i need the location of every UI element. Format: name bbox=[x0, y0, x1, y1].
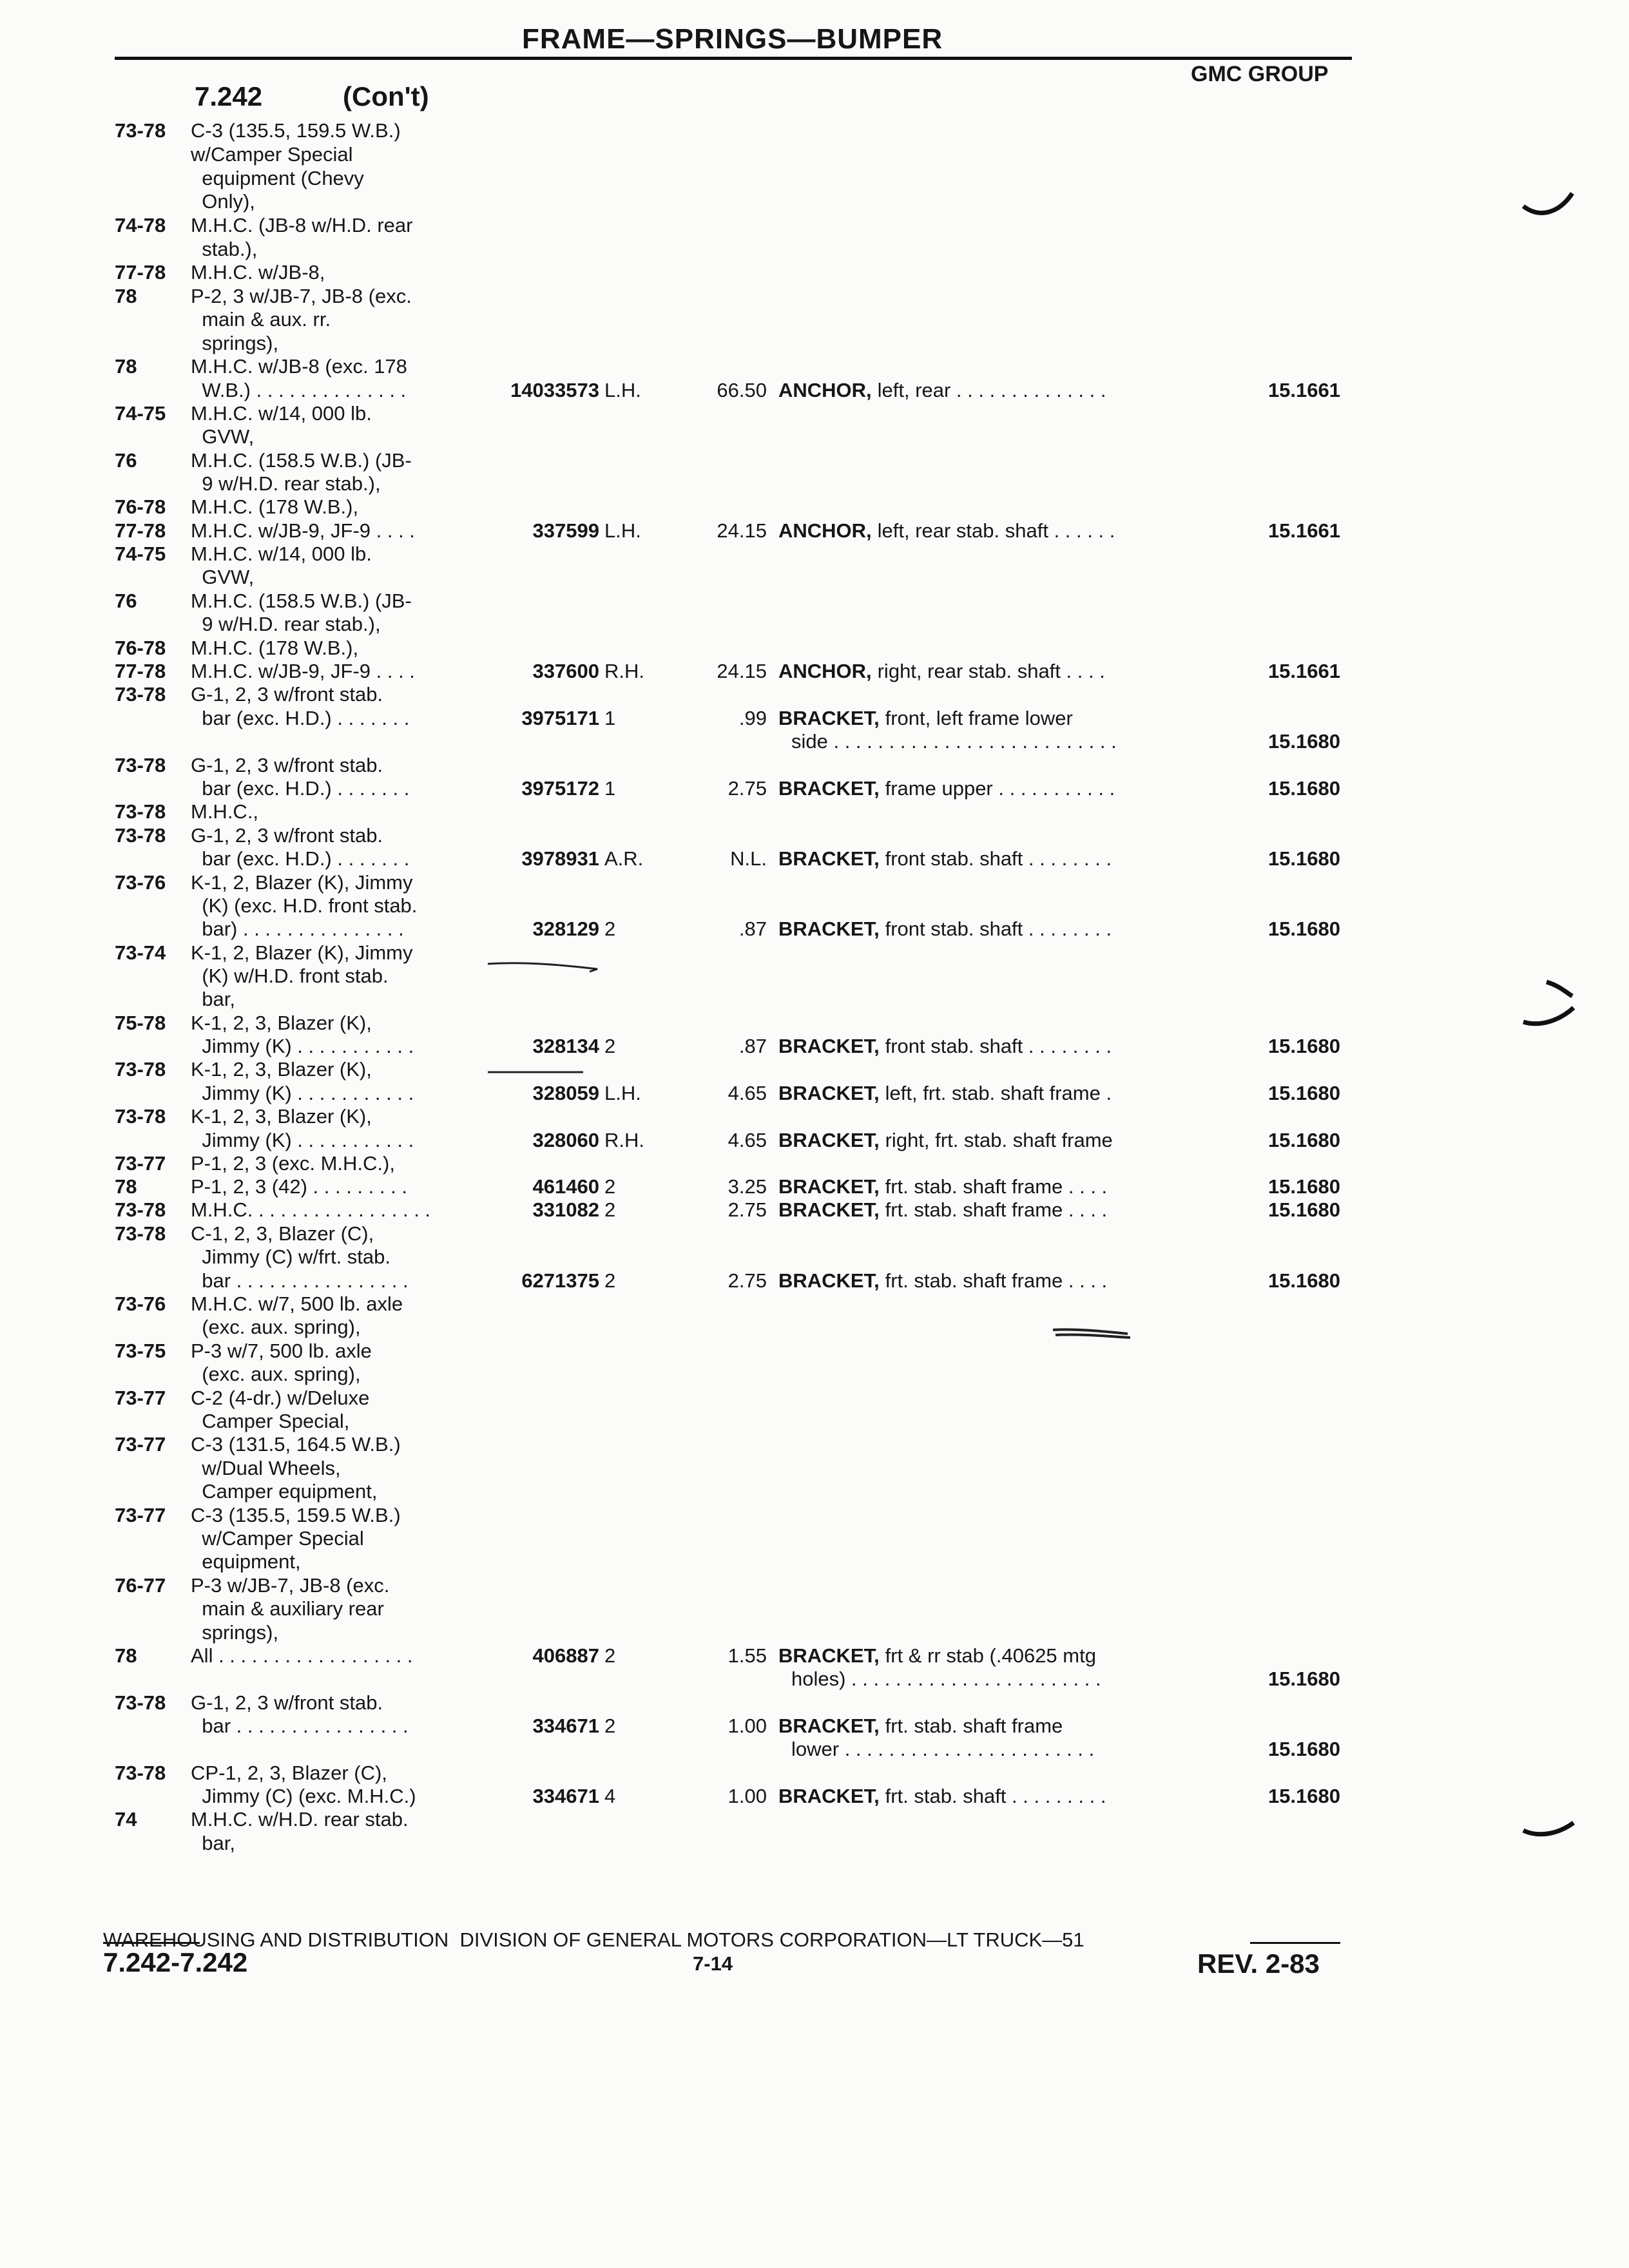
part-name: BRACKET, bbox=[778, 847, 880, 870]
part-description: front stab. shaft . . . . . . . . bbox=[880, 847, 1112, 870]
application-text: bar (exc. H.D.) . . . . . . . bbox=[191, 707, 410, 729]
revision-label: REV. 2-83 bbox=[1197, 1948, 1320, 1979]
quantity: 1 bbox=[604, 777, 616, 800]
part-number: 328129 bbox=[532, 918, 599, 940]
part-number: 328060 bbox=[532, 1129, 599, 1151]
application-text: W.B.) . . . . . . . . . . . . . . bbox=[191, 379, 407, 401]
application-text: w/Dual Wheels, bbox=[191, 1457, 341, 1479]
part-number: 334671 bbox=[532, 1715, 599, 1737]
application-text: bar) . . . . . . . . . . . . . . . bbox=[191, 918, 404, 940]
application-text: P-3 w/7, 500 lb. axle bbox=[191, 1340, 372, 1362]
price: .99 bbox=[738, 707, 767, 729]
part-name: ANCHOR, bbox=[778, 519, 872, 542]
price: .87 bbox=[738, 1035, 767, 1057]
part-name: BRACKET, bbox=[778, 1082, 880, 1104]
quantity: R.H. bbox=[604, 1129, 644, 1151]
group-number: 15.1661 bbox=[1268, 379, 1340, 401]
price: 2.75 bbox=[728, 777, 767, 800]
model-year: 73-77 bbox=[115, 1152, 166, 1175]
model-year: 75-78 bbox=[115, 1012, 166, 1034]
application-text: Jimmy (K) . . . . . . . . . . . bbox=[191, 1082, 414, 1104]
group-number: 15.1680 bbox=[1268, 1035, 1340, 1057]
application-text: M.H.C. . . . . . . . . . . . . . . . . bbox=[191, 1198, 431, 1221]
part-description: front stab. shaft . . . . . . . . bbox=[880, 918, 1112, 940]
application-text: M.H.C. w/JB-8, bbox=[191, 261, 325, 284]
application-text: G-1, 2, 3 w/front stab. bbox=[191, 1691, 383, 1714]
application-text: M.H.C. (158.5 W.B.) (JB- bbox=[191, 449, 412, 472]
application-text: P-1, 2, 3 (exc. M.H.C.), bbox=[191, 1152, 395, 1175]
application-text: equipment, bbox=[191, 1550, 301, 1573]
application-text: M.H.C. w/H.D. rear stab. bbox=[191, 1808, 409, 1831]
application-text: K-1, 2, 3, Blazer (K), bbox=[191, 1058, 372, 1081]
application-text: C-3 (135.5, 159.5 W.B.) bbox=[191, 1504, 401, 1526]
group-label: GMC GROUP bbox=[1191, 62, 1329, 86]
part-name: BRACKET, bbox=[778, 1198, 880, 1221]
application-text: C-3 (131.5, 164.5 W.B.) bbox=[191, 1433, 401, 1456]
part-number: 461460 bbox=[532, 1175, 599, 1198]
part-description: frt. stab. shaft frame bbox=[880, 1715, 1063, 1737]
group-number: 15.1680 bbox=[1268, 777, 1340, 800]
application-text: GVW, bbox=[191, 566, 255, 588]
part-description: frt & rr stab (.40625 mtg bbox=[880, 1644, 1096, 1667]
part-number: 337600 bbox=[532, 660, 599, 682]
part-description: frt. stab. shaft frame . . . . bbox=[880, 1198, 1108, 1221]
application-text: Camper equipment, bbox=[191, 1480, 378, 1503]
application-text: w/Camper Special bbox=[191, 1527, 364, 1550]
application-text: All . . . . . . . . . . . . . . . . . . bbox=[191, 1644, 413, 1667]
application-text: Only), bbox=[191, 190, 255, 213]
quantity: L.H. bbox=[604, 519, 641, 542]
price: 2.75 bbox=[728, 1198, 767, 1221]
application-text: Jimmy (C) w/frt. stab. bbox=[191, 1245, 390, 1268]
model-year: 73-78 bbox=[115, 1058, 166, 1081]
group-number: 15.1680 bbox=[1268, 1269, 1340, 1292]
section-continued: (Con't) bbox=[343, 81, 429, 111]
application-text: K-1, 2, Blazer (K), Jimmy bbox=[191, 871, 413, 894]
group-number: 15.1680 bbox=[1268, 1129, 1340, 1151]
application-text: M.H.C. w/JB-8 (exc. 178 bbox=[191, 355, 407, 378]
application-text: 9 w/H.D. rear stab.), bbox=[191, 472, 381, 495]
part-name: BRACKET, bbox=[778, 1175, 880, 1198]
part-description-cont: side . . . . . . . . . . . . . . . . . . . . . . . . . . bbox=[791, 730, 1117, 753]
binding-mark bbox=[1521, 979, 1579, 1037]
application-text: G-1, 2, 3 w/front stab. bbox=[191, 683, 383, 706]
price: 66.50 bbox=[717, 379, 767, 401]
quantity: 2 bbox=[604, 1198, 616, 1221]
application-text: K-1, 2, Blazer (K), Jimmy bbox=[191, 941, 413, 964]
page-title: FRAME—SPRINGS—BUMPER bbox=[522, 23, 943, 55]
part-number: 337599 bbox=[532, 519, 599, 542]
price: .87 bbox=[738, 918, 767, 940]
part-name: BRACKET, bbox=[778, 1129, 880, 1151]
model-year: 73-76 bbox=[115, 1293, 166, 1315]
application-text: w/Camper Special bbox=[191, 143, 353, 166]
model-year: 73-78 bbox=[115, 1222, 166, 1245]
application-text: (K) (exc. H.D. front stab. bbox=[191, 894, 418, 917]
model-year: 76-77 bbox=[115, 1574, 166, 1597]
part-number: 331082 bbox=[532, 1198, 599, 1221]
quantity: 2 bbox=[604, 1715, 616, 1737]
model-year: 73-78 bbox=[115, 1198, 166, 1221]
group-number: 15.1680 bbox=[1268, 918, 1340, 940]
part-name: BRACKET, bbox=[778, 1269, 880, 1292]
part-number: 6271375 bbox=[521, 1269, 599, 1292]
application-text: Jimmy (C) (exc. M.H.C.) bbox=[191, 1785, 416, 1807]
part-description: left, frt. stab. shaft frame . bbox=[880, 1082, 1112, 1104]
part-description: left, rear stab. shaft . . . . . . bbox=[872, 519, 1115, 542]
model-year: 74-75 bbox=[115, 543, 166, 565]
application-text: M.H.C. w/14, 000 lb. bbox=[191, 402, 372, 425]
application-text: C-3 (135.5, 159.5 W.B.) bbox=[191, 119, 401, 142]
model-year: 74-75 bbox=[115, 402, 166, 425]
quantity: 2 bbox=[604, 1175, 616, 1198]
application-text: (exc. aux. spring), bbox=[191, 1316, 361, 1338]
part-number: 3975171 bbox=[521, 707, 599, 729]
group-number: 15.1680 bbox=[1268, 1738, 1340, 1760]
part-name: BRACKET, bbox=[778, 918, 880, 940]
application-text: G-1, 2, 3 w/front stab. bbox=[191, 824, 383, 847]
application-text: springs), bbox=[191, 332, 279, 354]
quantity: 2 bbox=[604, 918, 616, 940]
application-text: Jimmy (K) . . . . . . . . . . . bbox=[191, 1129, 414, 1151]
application-text: springs), bbox=[191, 1621, 279, 1644]
quantity: 2 bbox=[604, 1035, 616, 1057]
model-year: 73-75 bbox=[115, 1340, 166, 1362]
application-text: GVW, bbox=[191, 425, 255, 448]
application-text: M.H.C., bbox=[191, 800, 259, 823]
application-text: 9 w/H.D. rear stab.), bbox=[191, 613, 381, 635]
application-text: M.H.C. w/JB-9, JF-9 . . . . bbox=[191, 660, 415, 682]
application-text: M.H.C. (178 W.B.), bbox=[191, 495, 359, 518]
group-number: 15.1680 bbox=[1268, 1082, 1340, 1104]
application-text: (K) w/H.D. front stab. bbox=[191, 965, 389, 987]
part-number: 334671 bbox=[532, 1785, 599, 1807]
application-text: stab.), bbox=[191, 238, 258, 260]
group-number: 15.1661 bbox=[1268, 660, 1340, 682]
part-number: 3978931 bbox=[521, 847, 599, 870]
part-name: BRACKET, bbox=[778, 1715, 880, 1737]
application-text: C-1, 2, 3, Blazer (C), bbox=[191, 1222, 374, 1245]
model-year: 73-78 bbox=[115, 683, 166, 706]
pen-mark-underline bbox=[487, 959, 602, 974]
quantity: R.H. bbox=[604, 660, 644, 682]
application-text: M.H.C. (158.5 W.B.) (JB- bbox=[191, 590, 412, 612]
model-year: 73-74 bbox=[115, 941, 166, 964]
application-text: C-2 (4-dr.) w/Deluxe bbox=[191, 1387, 370, 1409]
application-text: K-1, 2, 3, Blazer (K), bbox=[191, 1012, 372, 1034]
application-text: M.H.C. (178 W.B.), bbox=[191, 637, 359, 659]
model-year: 76 bbox=[115, 590, 137, 612]
group-number: 15.1680 bbox=[1268, 847, 1340, 870]
application-text: P-3 w/JB-7, JB-8 (exc. bbox=[191, 1574, 390, 1597]
part-name: BRACKET, bbox=[778, 707, 880, 729]
application-text: bar . . . . . . . . . . . . . . . . bbox=[191, 1269, 409, 1292]
part-name: BRACKET, bbox=[778, 1785, 880, 1807]
price: 1.00 bbox=[728, 1715, 767, 1737]
application-text: bar (exc. H.D.) . . . . . . . bbox=[191, 777, 410, 800]
part-description-cont: lower . . . . . . . . . . . . . . . . . . . . . . . bbox=[791, 1738, 1095, 1760]
part-number: 14033573 bbox=[510, 379, 599, 401]
part-description-cont: holes) . . . . . . . . . . . . . . . . . . . . . . . bbox=[791, 1667, 1101, 1690]
part-description: frt. stab. shaft . . . . . . . . . bbox=[880, 1785, 1106, 1807]
model-year: 73-78 bbox=[115, 1691, 166, 1714]
application-text: main & aux. rr. bbox=[191, 308, 331, 331]
price: 4.65 bbox=[728, 1129, 767, 1151]
group-number: 15.1661 bbox=[1268, 519, 1340, 542]
application-text: bar, bbox=[191, 1832, 235, 1854]
model-year: 73-77 bbox=[115, 1433, 166, 1456]
quantity: L.H. bbox=[604, 379, 641, 401]
model-year: 73-78 bbox=[115, 824, 166, 847]
application-text: bar, bbox=[191, 988, 235, 1010]
binding-mark bbox=[1521, 1807, 1579, 1846]
quantity: A.R. bbox=[604, 847, 644, 870]
model-year: 73-78 bbox=[115, 119, 166, 142]
application-text: M.H.C. (JB-8 w/H.D. rear bbox=[191, 214, 413, 236]
footer-section-range: 7.242-7.242 bbox=[103, 1947, 248, 1977]
model-year: 73-77 bbox=[115, 1387, 166, 1409]
quantity: 2 bbox=[604, 1644, 616, 1667]
model-year: 76-78 bbox=[115, 495, 166, 518]
model-year: 76 bbox=[115, 449, 137, 472]
header-rule bbox=[115, 57, 1352, 60]
part-description: frame upper . . . . . . . . . . . bbox=[880, 777, 1115, 800]
part-name: BRACKET, bbox=[778, 1035, 880, 1057]
quantity: 2 bbox=[604, 1269, 616, 1292]
price: 1.00 bbox=[728, 1785, 767, 1807]
application-text: main & auxiliary rear bbox=[191, 1597, 384, 1620]
group-number: 15.1680 bbox=[1268, 1785, 1340, 1807]
application-text: M.H.C. w/14, 000 lb. bbox=[191, 543, 372, 565]
application-text: bar . . . . . . . . . . . . . . . . bbox=[191, 1715, 409, 1737]
footer-rule bbox=[1250, 1942, 1340, 1944]
application-text: K-1, 2, 3, Blazer (K), bbox=[191, 1105, 372, 1128]
price: 24.15 bbox=[717, 660, 767, 682]
group-number: 15.1680 bbox=[1268, 1667, 1340, 1690]
part-description: frt. stab. shaft frame . . . . bbox=[880, 1175, 1108, 1198]
part-description: front stab. shaft . . . . . . . . bbox=[880, 1035, 1112, 1057]
price: 24.15 bbox=[717, 519, 767, 542]
page-number: 7-14 bbox=[693, 1952, 733, 1975]
application-text: P-1, 2, 3 (42) . . . . . . . . . bbox=[191, 1175, 407, 1198]
part-name: BRACKET, bbox=[778, 1644, 880, 1667]
model-year: 73-77 bbox=[115, 1504, 166, 1526]
application-text: M.H.C. w/7, 500 lb. axle bbox=[191, 1293, 403, 1315]
application-text: M.H.C. w/JB-9, JF-9 . . . . bbox=[191, 519, 415, 542]
price: 1.55 bbox=[728, 1644, 767, 1667]
model-year: 78 bbox=[115, 285, 137, 307]
price: 2.75 bbox=[728, 1269, 767, 1292]
part-name: ANCHOR, bbox=[778, 379, 872, 401]
part-description: front, left frame lower bbox=[880, 707, 1073, 729]
group-number: 15.1680 bbox=[1268, 730, 1340, 753]
application-text: CP-1, 2, 3, Blazer (C), bbox=[191, 1762, 387, 1784]
model-year: 73-78 bbox=[115, 754, 166, 776]
model-year: 78 bbox=[115, 1644, 137, 1667]
application-text: Camper Special, bbox=[191, 1410, 350, 1432]
part-number: 3975172 bbox=[521, 777, 599, 800]
part-number: 406887 bbox=[532, 1644, 599, 1667]
price: N.L. bbox=[730, 847, 767, 870]
group-number: 15.1680 bbox=[1268, 1198, 1340, 1221]
quantity: L.H. bbox=[604, 1082, 641, 1104]
model-year: 73-76 bbox=[115, 871, 166, 894]
part-description: right, rear stab. shaft . . . . bbox=[872, 660, 1105, 682]
model-year: 74 bbox=[115, 1808, 137, 1831]
model-year: 76-78 bbox=[115, 637, 166, 659]
model-year: 73-78 bbox=[115, 1762, 166, 1784]
model-year: 73-78 bbox=[115, 800, 166, 823]
binding-mark bbox=[1521, 180, 1579, 226]
pen-mark-scribble bbox=[1050, 1326, 1134, 1341]
part-description: right, frt. stab. shaft frame bbox=[880, 1129, 1113, 1151]
section-number: 7.242 bbox=[195, 81, 263, 111]
quantity: 1 bbox=[604, 707, 616, 729]
price: 3.25 bbox=[728, 1175, 767, 1198]
quantity: 4 bbox=[604, 1785, 616, 1807]
model-year: 77-78 bbox=[115, 261, 166, 284]
application-text: bar (exc. H.D.) . . . . . . . bbox=[191, 847, 410, 870]
application-text: equipment (Chevy bbox=[191, 167, 364, 189]
price: 4.65 bbox=[728, 1082, 767, 1104]
group-number: 15.1680 bbox=[1268, 1175, 1340, 1198]
pen-mark-underline bbox=[487, 1068, 590, 1076]
part-number: 328134 bbox=[532, 1035, 599, 1057]
application-text: P-2, 3 w/JB-7, JB-8 (exc. bbox=[191, 285, 412, 307]
application-text: Jimmy (K) . . . . . . . . . . . bbox=[191, 1035, 414, 1057]
part-description: frt. stab. shaft frame . . . . bbox=[880, 1269, 1108, 1292]
model-year: 73-78 bbox=[115, 1105, 166, 1128]
model-year: 78 bbox=[115, 1175, 137, 1198]
application-text: G-1, 2, 3 w/front stab. bbox=[191, 754, 383, 776]
model-year: 74-78 bbox=[115, 214, 166, 236]
footer-text: WAREHOUSING AND DISTRIBUTION DIVISION OF GENERAL MOTORS CORPORATION—LT TRUCK—51 bbox=[103, 1928, 1084, 1951]
model-year: 77-78 bbox=[115, 519, 166, 542]
part-number: 328059 bbox=[532, 1082, 599, 1104]
model-year: 78 bbox=[115, 355, 137, 378]
part-name: BRACKET, bbox=[778, 777, 880, 800]
part-description: left, rear . . . . . . . . . . . . . . bbox=[872, 379, 1106, 401]
part-name: ANCHOR, bbox=[778, 660, 872, 682]
model-year: 77-78 bbox=[115, 660, 166, 682]
application-text: (exc. aux. spring), bbox=[191, 1363, 361, 1385]
